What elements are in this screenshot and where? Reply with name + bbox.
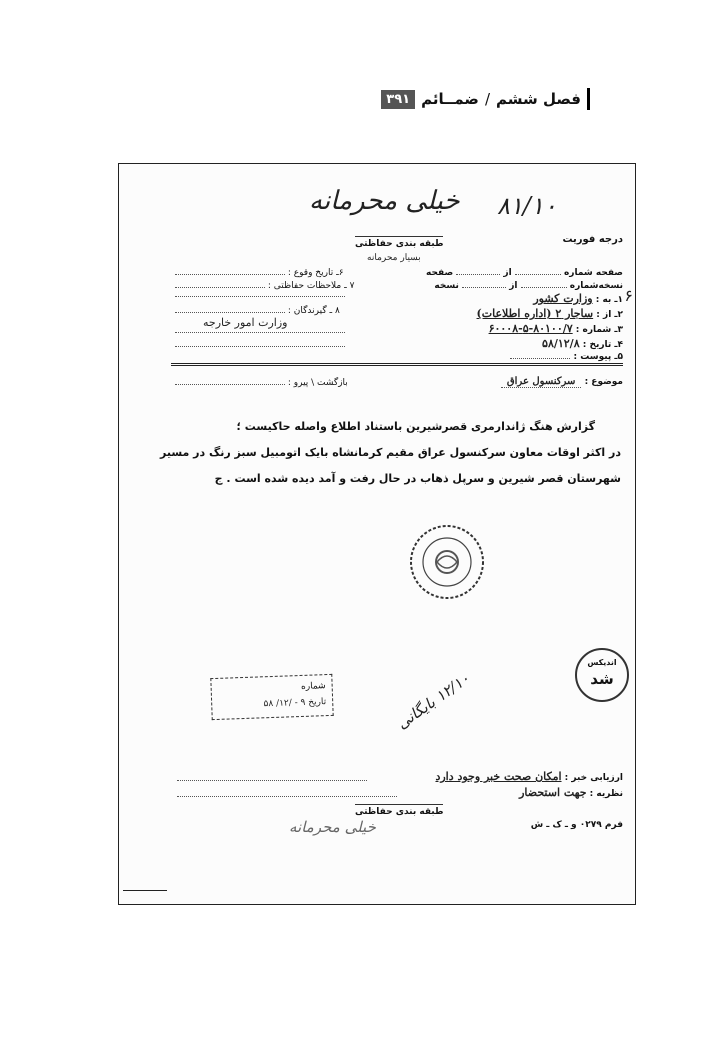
dotted-line [177, 780, 367, 781]
reference-row: بازگشت \ پیرو : [175, 376, 348, 388]
registration-stamp-number: شماره [300, 681, 326, 692]
field-attachment: ۵ـ پیوست : [510, 350, 623, 362]
section-title: ضمــائم [421, 90, 479, 108]
dotted-line [177, 796, 397, 797]
dotted-line [175, 332, 345, 333]
field-copy-number: نسخه‌شماره از نسخه [434, 281, 623, 291]
form-number: فرم ۰۲۷۹ و ـ ک ـ ش [530, 820, 623, 830]
separator [171, 363, 623, 364]
index-stamp-text: شد [590, 670, 614, 688]
registration-stamp-date: تاریخ ۹ - /۱۲/ ۵۸ [263, 697, 327, 710]
scanned-document [118, 163, 636, 905]
handwritten-number: ۸۱/۱۰ [497, 192, 557, 220]
field-to: ۱ـ به : وزارت کشور [533, 292, 623, 305]
registration-stamp [210, 674, 333, 720]
header-divider [587, 88, 590, 110]
handwritten-title: خیلی محرمانه [309, 186, 460, 216]
classification-value-top: بسیار محرمانه [367, 253, 421, 263]
corner-mark [123, 890, 167, 891]
chapter-title: فصل ششم [496, 90, 581, 108]
urgency-label: درجه فوریت [562, 234, 623, 245]
subject-row: موضوع : سرکنسول عراق [501, 376, 623, 387]
field-security-notes: ۷ ـ ملاحظات حفاظتی : [175, 279, 354, 291]
book-header [381, 88, 590, 110]
classification-bottom: طبقه بندی حفاظتی [355, 804, 443, 817]
evaluation-row: ارزیابی خبر : امکان صحت خبر وجود دارد [435, 770, 623, 783]
dotted-line [175, 346, 345, 347]
field-date: ۴ـ تاریخ : ۵۸/۱۲/۸ [542, 337, 623, 350]
recipient-value: وزارت امور خارجه [203, 316, 288, 329]
field-recipients: ۸ ـ گیرندگان : [175, 304, 340, 316]
classification-top: طبقه بندی حفاظتی [355, 236, 443, 249]
field-event-date: ۶ـ تاریخ وقوع : [175, 266, 344, 278]
official-seal-icon [407, 522, 487, 602]
body-line-1: گزارش هنگ ژاندارمری قصرشیرین باستناد اطلاع واصله حاکیست ؛ [236, 420, 595, 433]
opinion-row: نظریه : جهت استحضار [519, 786, 623, 799]
dotted-line [175, 296, 345, 297]
body-line-3: شهرستان قصر شیرین و سرپل ذهاب در حال رفت و آمد دیده شده است . ج [214, 472, 621, 485]
index-stamp [575, 648, 629, 702]
field-page-number: صفحه شماره از صفحه [426, 268, 623, 278]
page-number: ۳۹۱ [381, 90, 415, 109]
field-number: ۳ـ شماره : ۸۰۱۰۰/۷-۵-۶۰۰۰۸ [488, 322, 623, 335]
index-stamp-sub: اندیکس [587, 658, 617, 667]
header-separator: / [484, 90, 490, 108]
classification-value-bottom: خیلی محرمانه [289, 818, 376, 836]
handwritten-note: ۱۲/۱۰ بایگانی [393, 669, 474, 733]
separator [171, 365, 623, 366]
body-line-2: در اکثر اوقات معاون سرکنسول عراق مقیم کرمانشاه بایک اتومبیل سبز رنگ در مسیر [159, 446, 621, 459]
margin-mark: ۶ [624, 286, 633, 305]
field-from: ۲ـ از : ساجار ۲ (اداره اطلاعات) [476, 307, 623, 320]
